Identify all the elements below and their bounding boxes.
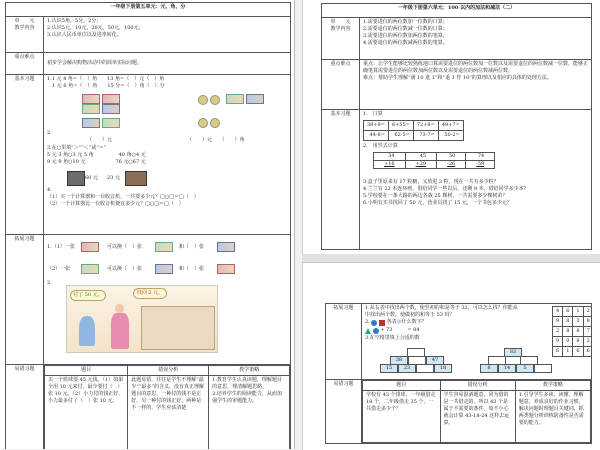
oral-item: 62-5= [388,131,413,141]
right-ext-q2: 2. [365,319,370,325]
right-ext-q2-mid: 各表示什么数字？ [386,319,427,325]
right-content-line-2: 2.需要退位的两位数减一位数的口算； [363,26,448,32]
right-var-strategy: 1.引导学生多读、读懂、理解题意，养成良好的作业习惯，解决问题时理题目关键词，抓两类题分析训练防备性是否需要的能力。 [515,391,590,443]
left-ext-row-2 [47,262,287,278]
calculator-image [67,171,85,186]
left-q2-money-images [47,92,287,116]
left-ext-1b: 可以换（ ）张 [107,244,143,250]
left-q3: 3.在○里填“＞”“＜”或“＝” [47,145,107,151]
grid-cell: 3 [573,317,583,327]
triangle-icon [365,328,371,334]
left-q3-row-2: 9 元 9 角○10 元 76 元○67 元 [47,159,146,165]
left-worksheet-page [0,0,295,449]
left-content-label: 单 元 教学内容 [6,17,44,53]
left-key-text: 初步学会解决购物活动中的简单实际问题。 [44,53,291,75]
vertical-bottom: -59 [466,161,495,169]
right-content-line-3: 3.需要进位的两位数加两位数的笔算； [363,33,448,39]
oral-item: 50-2= [438,131,463,141]
right-content-line-4: 4.需要退位的两位数减两位数的笔算。 [363,40,448,46]
left-q2-blank-left: （ ）元 [87,137,113,143]
left-key-label: 重点难点 [6,53,44,75]
square-icon [379,320,385,326]
grid-cell: 6 [553,347,563,357]
left-title: 一年级下册第五单元：元、角、分 [6,3,291,17]
oral-item: 72+8= [413,121,438,131]
left-ext-1a: 1.（1）一张 [47,244,75,250]
banknote-image [217,264,235,274]
coin-image [198,118,208,128]
left-q4-label: 4. [47,187,52,193]
number-grid [552,306,592,357]
pyramid-cell: 18 [434,364,452,373]
vertical-bottom: +16 [374,161,406,169]
grid-cell: 8 [583,317,591,327]
left-content-cell [44,17,291,53]
oral-item: 6+55= [388,121,413,131]
right-var-analysis: 学生容易混淆题意，同为借的是一共借走的，所以 43 个是属于不需要的条件，如不小心就会计算 43-18-24 这样去运算。 [440,391,515,443]
grid-cell: 2 [583,307,591,317]
right-content-cell [360,18,592,60]
right-var-header-3: 教学策略 [515,381,590,391]
right-var-header-2: 错误分析 [440,381,515,391]
left-ext-2b: 可以换（ ）张 [107,266,143,272]
left-q3-row-1: 5 元 3 角○3 元 5 角 40 角○4 元 [47,152,146,158]
goods-shelf [141,306,215,350]
circle-icon [373,328,379,334]
grid-cell: 1 [573,307,583,317]
grid-cell: 8 [573,327,583,337]
left-var-label: 易错习题 [6,365,44,450]
spacer [363,171,588,179]
banknote-image [82,104,100,114]
bubble-right: 找回 2 元。 [133,288,167,299]
banknote-image [217,242,235,252]
coin-image [210,95,220,105]
right-content-label: 单 元 教学内容 [322,18,360,60]
right-q3: 3.盒子里原来有 17 粒糖，又放进 3 粒，现在一共有多少粒？ [363,179,499,185]
shopkeeper-figure [111,313,129,349]
calculator-price: 60 元 [85,175,98,181]
left-worksheet-table [5,2,291,449]
grid-cell: 4 [553,307,563,317]
grid-cell: 8 [573,337,583,347]
grid-cell: 6 [573,347,583,357]
pyramid-cell: 14 [498,364,516,373]
pyramid-cell: 47 [426,356,444,365]
left-q2-answers [47,137,287,145]
circle-icon [371,320,377,326]
right-worksheet-table [321,3,592,250]
banknote-image [102,118,120,128]
right-key-label: 重点难点 [322,60,360,110]
radio-price: 23 元 [107,175,120,181]
oral-calc-table [363,120,464,141]
left-content-line-3: 3.认识人民币单位以及进率转化。 [47,32,122,38]
vertical-top: 34 [374,153,406,161]
shopkeeper-head [115,304,124,313]
left-content-line-2: 2.认识5元，10元，20元，50元，100元； [47,25,144,31]
left-q2-blank-right: （ ）元 （ ）角 [187,137,245,143]
right-bottom-table [325,303,592,444]
coin-image [198,95,208,105]
right-q6: 6.小明有买书找回了 50 元，营业员找了 15 元，一个书包多少元？ [363,200,512,206]
right-ext-q2-eq: + 73 = 84 [380,327,420,333]
right-ext-q3: 3.在空格里填上合适的数 [365,335,420,341]
right-ext-label: 拓展习题 [326,304,362,380]
grid-cell: 0 [563,337,573,347]
right-content-line-1: 1.需要进位的两位数加一位数的口算； [363,19,448,25]
vertical-top: 74 [466,153,495,161]
banknote-image [102,104,120,114]
oral-item: 73-7= [413,131,438,141]
left-var-header-2: 错误分析 [128,366,209,376]
left-var-table [44,365,290,449]
grid-cell: 1 [563,347,573,357]
left-ext-2a: （2）一张 [47,266,71,272]
right-key-text-1: 重点：让学生能够比较熟练地口算需要进位的两位数加一位数以及需要退位的两位数减一位数，能够正确笔算需要进位的两位数加两位数以及需要退位的两位数减两位数。 [363,61,589,74]
right-var-problem: 学校有 43 个排球，一年级借走 18 个，二年级借走 25 个，一共借走多少个？ [363,391,441,443]
left-content-line-1: 1.认识5角，5分，2分； [47,18,102,24]
right-key-text-2: 难点：帮助学生理解“满 10 进 1”和“退 1 作 10”的算理以及相应的具体的处理方法。 [363,75,552,81]
grid-cell: 6 [563,307,573,317]
left-ext-row-1 [47,240,287,256]
right-title: 一年级下册第六单元：100 以内的加法和减法（二） [322,4,592,18]
banknote-image [81,264,99,274]
right-basic-label: 基本习题 [322,110,360,250]
grid-cell: 8 [563,317,573,327]
vertical-top: 45 [405,153,437,161]
right-var-cell [362,380,592,444]
banknote-image [82,94,100,104]
left-ext-cell [44,235,291,365]
banknote-image [102,94,120,104]
child-figure [79,316,95,346]
coin-image [210,118,220,128]
grid-cell: 9 [553,337,563,347]
oral-item: 44-8= [364,131,389,141]
banknote-image [82,118,100,128]
left-q4-a: （1）买一个计算器和一台收音机，一共要多少元？□○□＝□（ ） [47,194,199,200]
right-ext-cell [362,304,592,380]
left-q1-a: 1.1 元 4 角=（ ）角 13 角=（ ）元（ ）角 [47,76,165,82]
right-q4: 4.兰兰有 22 本连环画，借给同学一些以后，还剩 9 本，借给同学多少本？ [363,186,529,192]
grid-cell: 8 [563,327,573,337]
page-gap [302,254,600,262]
banknote-image [81,242,99,252]
right-q1: 1. 口算 [363,111,383,117]
left-basic-cell [44,75,291,235]
right-var-label: 易错习题 [326,380,362,444]
right-key-cell [360,60,592,110]
pyramid-cell: 38 [390,356,408,365]
oral-item: 38+9= [364,121,389,131]
right-ext-q1: 1.从右表中找出两个数，使竖初的和是等于 32，可以怎么找？你能从中找出两个数，使做初的和等于 53 吗？ [365,305,518,318]
left-q2-money-row2 [47,116,287,130]
grid-cell: 7 [583,327,591,337]
left-q1-b: 1 元 6 角=（ ）角 15 分=（ ）角（ ）分 [47,83,165,89]
pyramid-cell: 23 [398,364,416,373]
grid-cell: 2 [553,327,563,337]
vertical-bottom: -26 [437,161,466,169]
left-basic-label: 基本习题 [6,75,44,235]
right-var-table [362,380,591,443]
grid-cell: 6 [583,347,591,357]
grid-cell: 9 [553,317,563,327]
right-var-header-1: 题目 [363,381,441,391]
left-q4-b: （2）一个计算器比一台收音机便宜多少元？□○□＝□（ ） [47,201,184,207]
left-var-analysis: 此题易错，往往是学生不理解“最少”“最多”的含义，没有真正理解题目的意思，一种付的钱不是正好，另一种付的钱正好，两种是不一样的，学生应该清楚 [128,376,209,450]
number-pyramid-right [474,348,554,378]
left-ext-2c: 和（ ）张 [179,266,205,272]
left-var-strategy: 1.教育学生认真读题，理解题目的意思，理清解题思路。 2.培养学生的阅读能力，从而加强学生的审题能力。 [209,376,290,450]
banknote-image [226,94,244,104]
left-q2-label: 2. [47,130,52,136]
right-q5: 5.学校要在一条大路的两边各栽 25 棵树，一共需要多少棵树苗？ [363,193,508,199]
pyramid-cell: 5 [516,364,534,373]
left-var-problem: 买一个篮球要 45 元钱。（1）如果全用 10 元来付，最少要付（ ）张 10 元。（2）小力付的钱正好，小力最多付了（ ）张 10 元。 [45,376,128,450]
banknote-image [155,242,173,252]
grid-cell: 2 [583,337,591,347]
left-ext-label: 拓展习题 [6,235,44,365]
vertical-top: 50 [437,153,466,161]
pyramid-cell: 8 [480,364,498,373]
banknote-image [246,94,264,104]
bubble-left: 付了 50 元。 [70,290,106,301]
vertical-calc-table [373,152,495,169]
radio-image [125,171,147,186]
right-worksheet-page-top [302,0,600,254]
banknote-image [155,264,173,274]
left-q4-images [47,169,287,187]
pyramid-cell: 83 [504,348,522,357]
pyramid-cell: 15 [380,364,398,373]
left-var-cell [44,365,291,450]
pyramid-cell [416,364,434,373]
left-var-header-1: 题目 [45,366,128,376]
left-var-header-3: 教学策略 [209,366,290,376]
vertical-bottom: +29 [405,161,437,169]
shopping-scene-image [66,285,218,353]
number-pyramid-left [372,348,462,378]
left-ext-1c: 和（ ）张 [179,244,205,250]
right-basic-cell [360,110,592,250]
oral-item: 49+7= [438,121,463,131]
right-q2: 2. 用竖式计算 [363,143,398,149]
left-ext-3: 2. [47,280,52,286]
right-worksheet-page-bottom [302,262,600,450]
pyramid-cell [534,364,552,373]
